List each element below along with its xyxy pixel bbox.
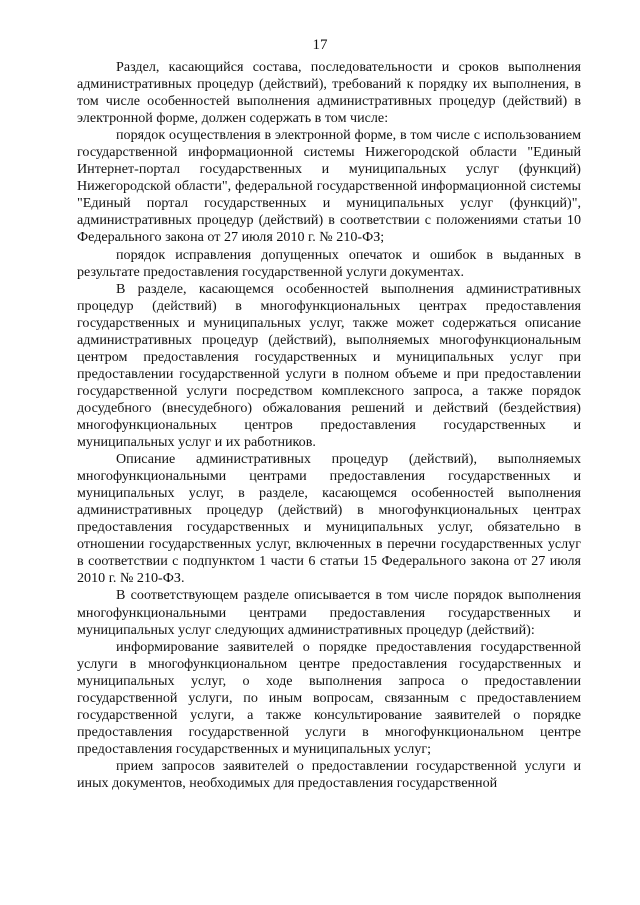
paragraph-request-reception: прием запросов заявителей о предоставлении государственной услуги и иных документов, необходимых для предоставления государственной (77, 757, 581, 791)
document-body (77, 59, 581, 792)
paragraph-mfc-procedure-order: В соответствующем разделе описывается в том числе порядок выполнения многофункциональными центрами предоставления государственных и муниципальных услуг следующих административных процедур (действий): (77, 587, 581, 638)
paragraph-section-content-requirements: Раздел, касающийся состава, последовательности и сроков выполнения административных процедур (действий), требований к порядку их выполнения, в том числе особенностей выполнения административных процедур (действий) в электронной форме, должен содержать в том числе: (77, 59, 581, 127)
paragraph-mfc-procedures-description: Описание административных процедур (действий), выполняемых многофункциональными центрами предоставления государственных и муниципальных услуг, в разделе, касающемся особенностей выполнения административных процедур (действий) в многофункциональных центрах предоставления государственных и муниципальных услуг, обязательно в отношении государственных услуг, включенных в перечни государственных услуг в соответствии с подпунктом 1 части 6 статьи 15 Федерального закона от 27 июля 2010 г. № 210-ФЗ. (77, 451, 581, 587)
page-number: 17 (312, 37, 328, 53)
paragraph-mfc-section: В разделе, касающемся особенностей выполнения административных процедур (действий) в многофункциональных центрах предоставления государственных и муниципальных услуг, также может содержаться описание административных процедур (действий), выполняемых многофункциональным центром предоставления государственных и муниципальных услуг при предоставлении государственной услуги в полном объеме и при предоставлении государственной услуги посредством комплексного запроса, а также порядок досудебного (внесудебного) обжалования решений и действий (бездействия) многофункциональных центров предоставления государственных и муниципальных услуг и их работников. (77, 280, 581, 451)
paragraph-error-correction: порядок исправления допущенных опечаток и ошибок в выданных в результате предоставления государственной услуги документах. (77, 246, 581, 280)
paragraph-applicant-informing: информирование заявителей о порядке предоставления государственной услуги в многофункциональном центре предоставления государственных и муниципальных услуг, о ходе выполнения запроса о предоставлении государственной услуги, по иным вопросам, связанным с предоставлением государственной услуги, а также консультирование заявителей о порядке предоставления государственной услуги в многофункциональном центре предоставления государственных и муниципальных услуг; (77, 638, 581, 757)
paragraph-electronic-procedure: порядок осуществления в электронной форме, в том числе с использованием государственной информационной системы Нижегородской области "Единый Интернет-портал государственных и муниципальных услуг (функций) Нижегородской области", федеральной государственной информационной системы "Единый портал государственных и муниципальных услуг (функций)", административных процедур (действий) в соответствии с положениями статьи 10 Федерального закона от 27 июля 2010 г. № 210-ФЗ; (77, 127, 581, 246)
